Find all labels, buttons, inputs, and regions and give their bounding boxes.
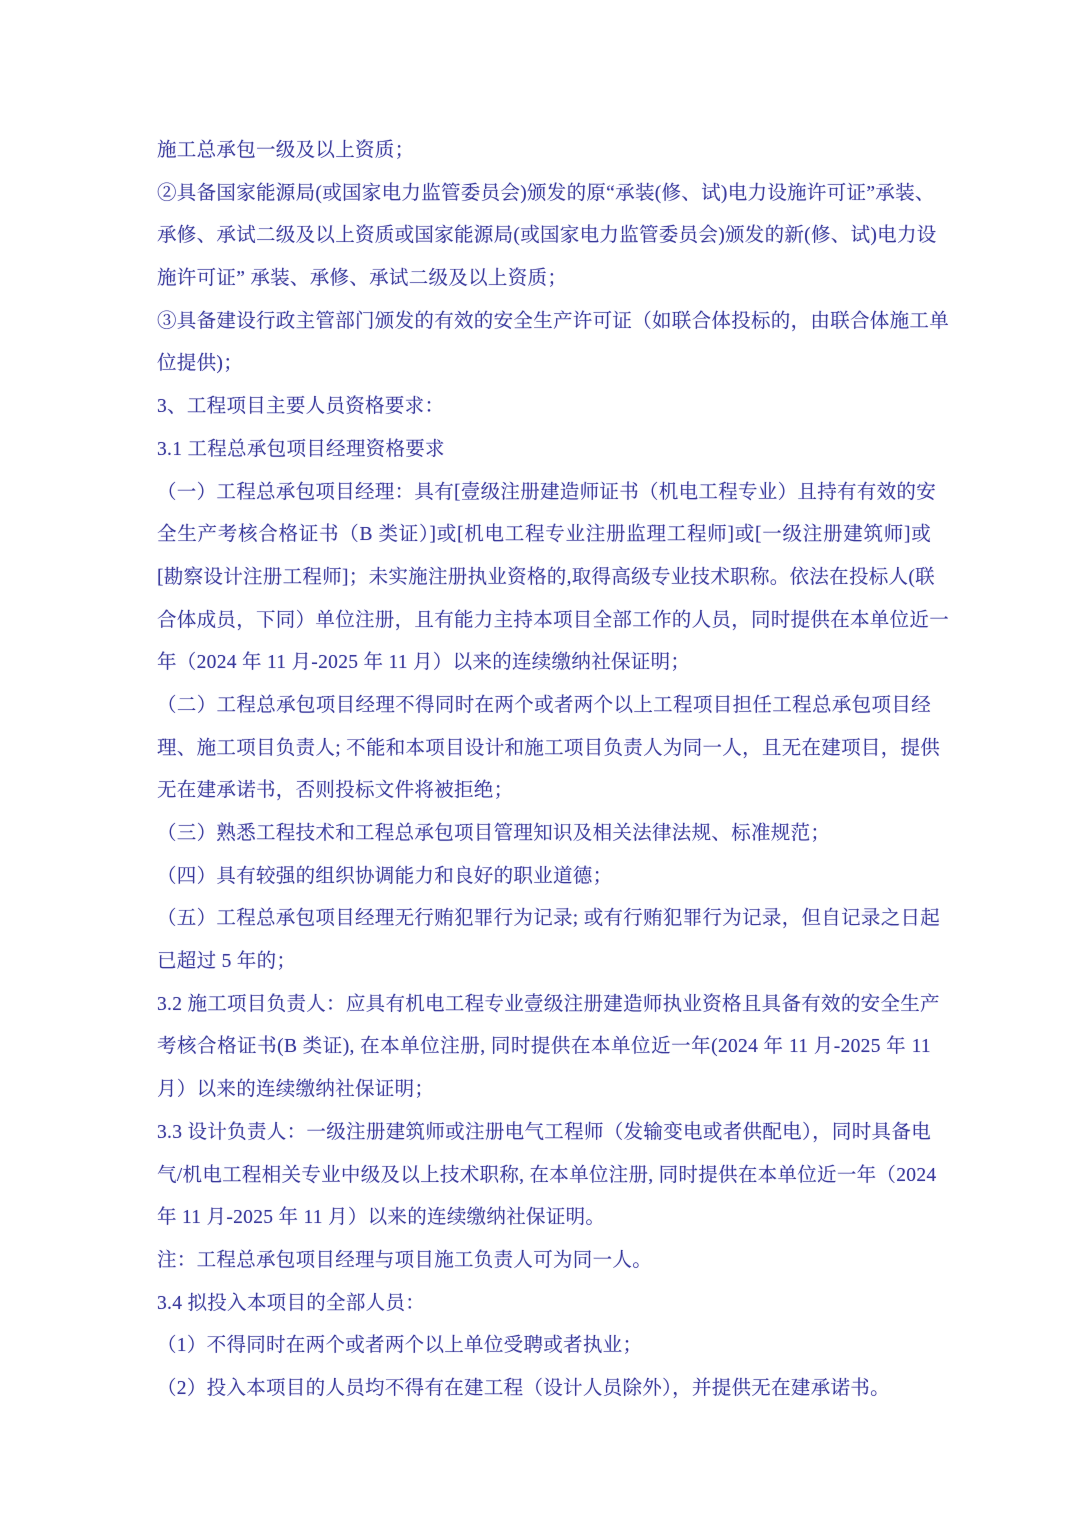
text-line: 气/机电工程相关专业中级及以上技术职称, 在本单位注册, 同时提供在本单位近一年（2024 — [157, 1164, 937, 1186]
text-line: ②具备国家能源局(或国家电力监管委员会)颁发的原“承装(修、试)电力设施许可证”承装、 — [157, 182, 935, 204]
text-line: 理、施工项目负责人; 不能和本项目设计和施工项目负责人为同一人，且无在建项目，提供 — [157, 737, 941, 759]
text-line: 3.3 设计负责人：一级注册建筑师或注册电气工程师（发输变电或者供配电），同时具备电 — [157, 1121, 931, 1143]
text-line: 3.2 施工项目负责人：应具有机电工程专业壹级注册建造师执业资格且具备有效的安全生产 — [157, 993, 940, 1015]
text-line: 月）以来的连续缴纳社保证明； — [157, 1079, 435, 1101]
text-line: （二）工程总承包项目经理不得同时在两个或者两个以上工程项目担任工程总承包项目经 — [157, 694, 931, 716]
text-line: 承修、承试二级及以上资质或国家能源局(或国家电力监管委员会)颁发的新(修、试)电力设 — [157, 225, 937, 247]
text-line: 年 11 月-2025 年 11 月）以来的连续缴纳社保证明。 — [157, 1207, 606, 1229]
text-line: （五）工程总承包项目经理无行贿犯罪行为记录; 或有行贿犯罪行为记录，但自记录之日起 — [157, 908, 941, 930]
text-line: 全生产考核合格证书（B 类证）]或[机电工程专业注册监理工程师]或[一级注册建筑师]或 — [157, 524, 931, 546]
text-line: 3.1 工程总承包项目经理资格要求 — [157, 438, 445, 460]
text-line: 考核合格证书(B 类证), 在本单位注册, 同时提供在本单位近一年(2024 年 11 月-2025 年 11 — [157, 1036, 931, 1058]
text-line: 年（2024 年 11 月-2025 年 11 月）以来的连续缴纳社保证明； — [157, 652, 691, 674]
text-line: 位提供)； — [157, 353, 243, 375]
text-line: 无在建承诺书，否则投标文件将被拒绝； — [157, 780, 514, 802]
text-line: 施许可证” 承装、承修、承试二级及以上资质； — [157, 268, 568, 290]
text-line: （三）熟悉工程技术和工程总承包项目管理知识及相关法律法规、标准规范； — [157, 823, 831, 844]
text-line: （一）工程总承包项目经理：具有[壹级注册建造师证书（机电工程专业）且持有有效的安 — [157, 481, 936, 503]
document-body — [157, 130, 950, 1411]
text-line: 已超过 5 年的； — [157, 951, 297, 973]
text-line: ③具备建设行政主管部门颁发的有效的安全生产许可证（如联合体投标的，由联合体施工单 — [157, 310, 950, 332]
text-line: 施工总承包一级及以上资质； — [157, 140, 415, 161]
text-line: 3、工程项目主要人员资格要求： — [157, 396, 445, 418]
text-line: 3.4 拟投入本项目的全部人员： — [157, 1292, 426, 1314]
text-line: （2）投入本项目的人员均不得有在建工程（设计人员除外），并提供无在建承诺书。 — [157, 1377, 890, 1399]
text-line: [勘察设计注册工程师]；未实施注册执业资格的,取得高级专业技术职称。依法在投标人(联 — [157, 566, 935, 588]
text-line: 合体成员，下同）单位注册，且有能力主持本项目全部工作的人员，同时提供在本单位近一 — [157, 609, 950, 631]
text-line: （四）具有较强的组织协调能力和良好的职业道德； — [157, 865, 613, 887]
text-line: （1）不得同时在两个或者两个以上单位受聘或者执业； — [157, 1335, 643, 1357]
text-line: 注：工程总承包项目经理与项目施工负责人可为同一人。 — [157, 1249, 653, 1271]
